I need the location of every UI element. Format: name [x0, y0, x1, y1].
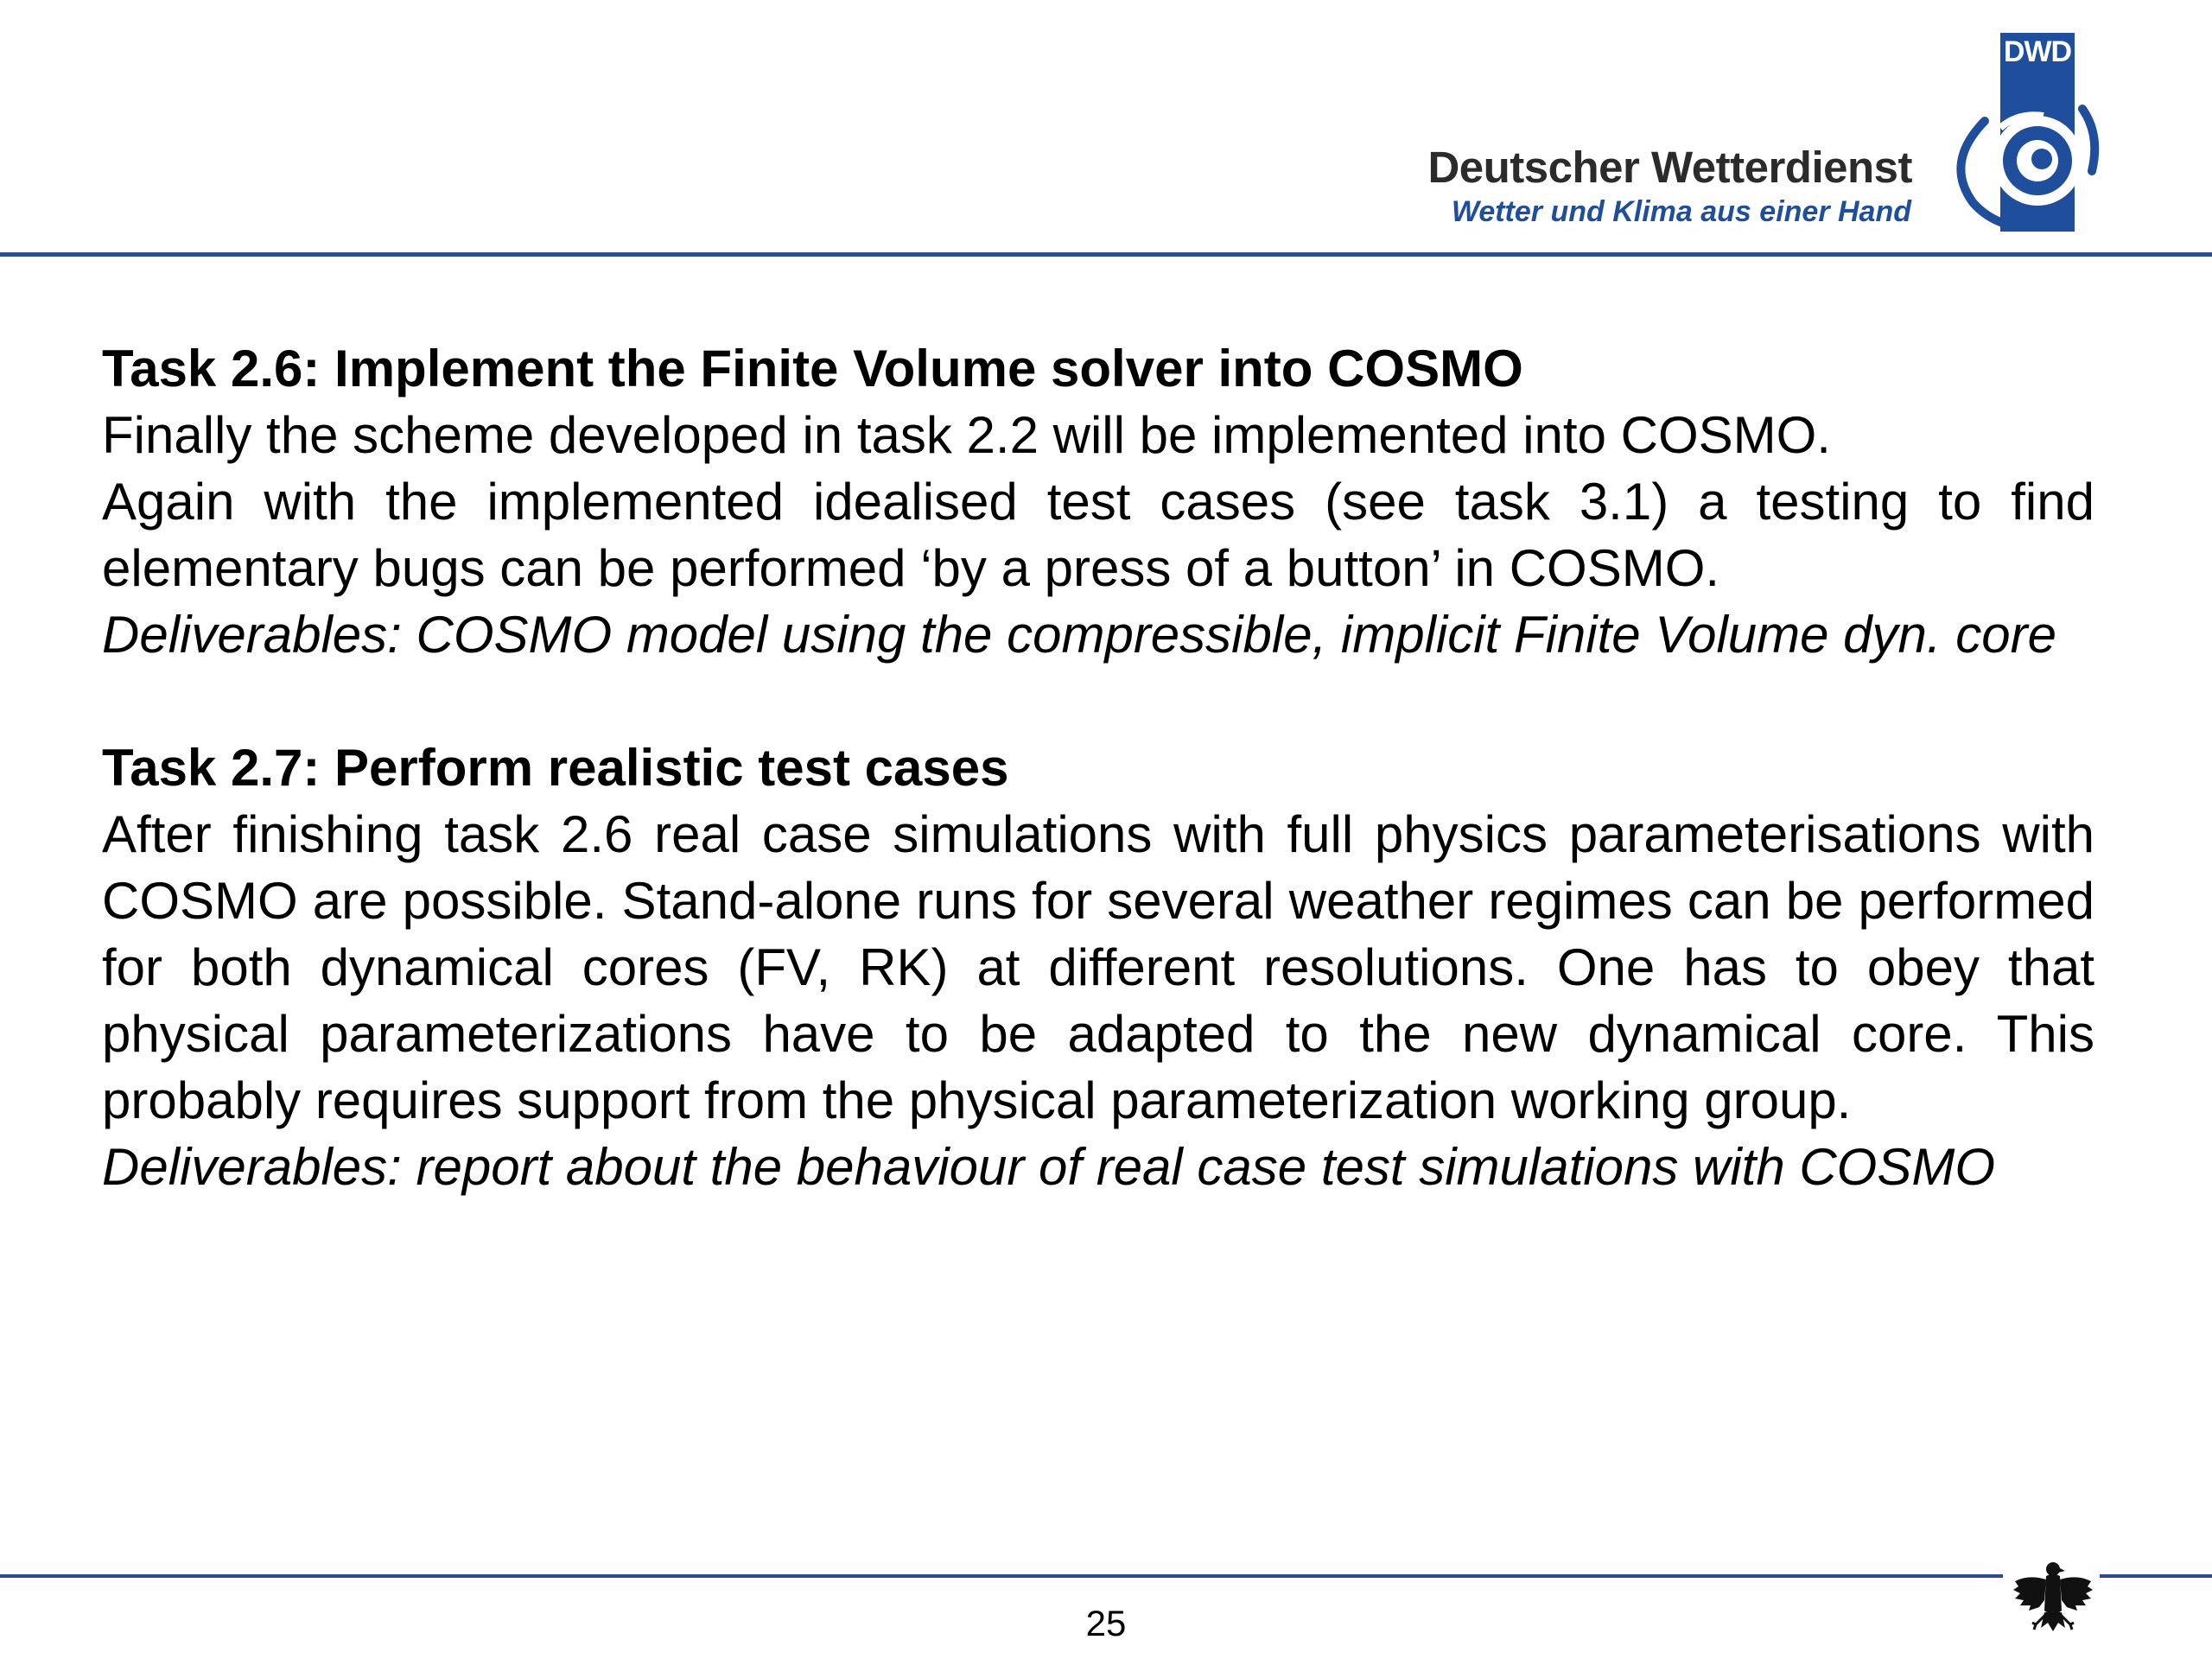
task-heading: Task 2.6: Implement the Finite Volume solver into COSMO — [102, 340, 1523, 397]
slide-header — [0, 0, 2212, 259]
task-paragraph: Finally the scheme developed in task 2.2 will be implemented into COSMO. — [102, 406, 1831, 464]
task-section — [102, 335, 2094, 668]
task-deliverables: Deliverables: COSMO model using the compressible, implicit Finite Volume dyn. core — [102, 606, 2056, 664]
task-deliverables: Deliverables: report about the behaviour of real case test simulations with COSMO — [102, 1138, 1996, 1196]
footer-divider — [0, 1574, 2212, 1578]
slide-body — [102, 335, 2094, 1267]
organization-name: Deutscher Wetterdienst — [1427, 143, 1912, 192]
federal-eagle-icon — [2010, 1557, 2096, 1643]
dwd-swirl-logo — [1940, 33, 2101, 232]
organization-slogan: Wetter und Klima aus einer Hand — [1451, 195, 1911, 228]
task-heading: Task 2.7: Perform realistic test cases — [102, 739, 1009, 797]
logo-text: DWD — [2003, 35, 2072, 68]
page-number: 25 — [1085, 1603, 1127, 1643]
task-paragraph: Again with the implemented idealised test cases (see task 3.1) a testing to find elementary bugs can be performed ‘by a press of a button’ in COSMO. — [102, 473, 2094, 597]
task-section — [102, 734, 2094, 1200]
task-paragraph: After finishing task 2.6 real case simulations with full physics parameterisations with COSMO are possible. Stand-alone runs for several weather regimes can be performed for both dynamical cores (FV, RK) at different resolutions. One has to obey that physical parameterizations have to be adapted to the new dynamical core. This probably requires support from the physical parameterization working group. — [102, 805, 2094, 1129]
header-divider — [0, 252, 2212, 257]
